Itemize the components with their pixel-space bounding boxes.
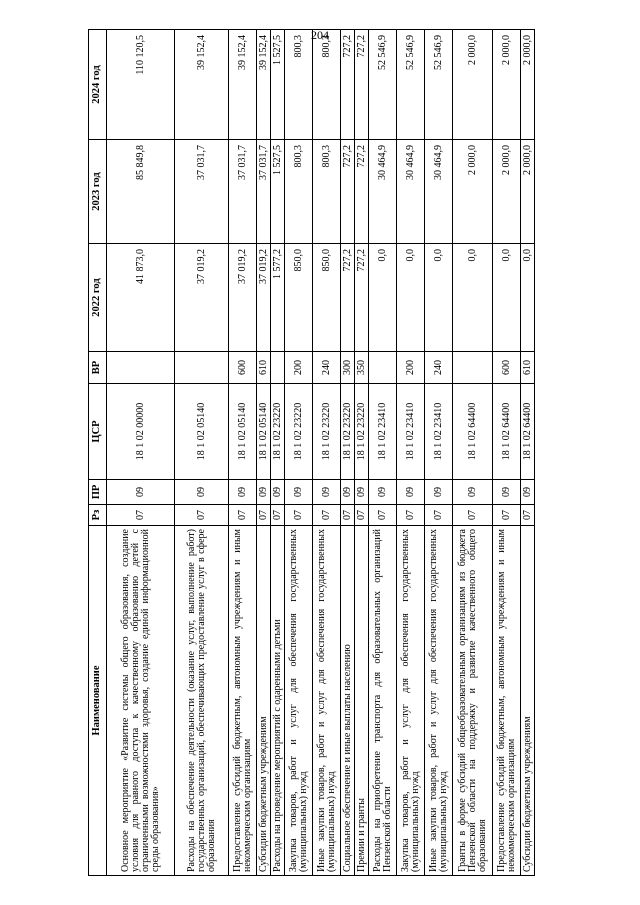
cell-pr: 09	[229, 480, 257, 505]
cell-vr: 200	[397, 352, 425, 384]
rotated-table-container	[88, 30, 534, 876]
cell-name: Основное мероприятие «Развитие системы общего образования, создание условия для равного доступа к качественному образованию детей с ограниченными возможностями здоровья, создание единой информационной среды образования»	[107, 526, 175, 876]
cell-y2023: 30 464,9	[397, 140, 425, 244]
cell-y2024: 39 152,4	[229, 30, 257, 140]
table-row	[175, 30, 229, 876]
cell-csr: 18 1 02 23220	[271, 384, 285, 480]
cell-name: Иные закупки товаров, работ и услуг для обеспечения государственных (муниципальных) нужд	[425, 526, 453, 876]
cell-rz: 07	[453, 505, 493, 526]
cell-y2022: 0,0	[425, 244, 453, 352]
cell-pr: 09	[355, 480, 369, 505]
cell-y2023: 727,2	[341, 140, 355, 244]
cell-y2022: 0,0	[521, 244, 535, 352]
cell-y2022: 727,2	[341, 244, 355, 352]
cell-pr: 09	[453, 480, 493, 505]
cell-vr: 610	[257, 352, 271, 384]
cell-y2024: 1 527,5	[271, 30, 285, 140]
table-row	[313, 30, 341, 876]
cell-y2024: 52 546,9	[425, 30, 453, 140]
cell-vr: 240	[425, 352, 453, 384]
cell-y2022: 0,0	[397, 244, 425, 352]
cell-pr: 09	[257, 480, 271, 505]
cell-y2024: 52 546,9	[397, 30, 425, 140]
cell-pr: 09	[107, 480, 175, 505]
cell-vr: 200	[285, 352, 313, 384]
cell-vr	[175, 352, 229, 384]
cell-y2024: 727,2	[355, 30, 369, 140]
cell-rz: 07	[341, 505, 355, 526]
cell-csr: 18 1 02 23410	[425, 384, 453, 480]
cell-csr: 18 1 02 23220	[355, 384, 369, 480]
cell-vr: 300	[341, 352, 355, 384]
cell-vr: 240	[313, 352, 341, 384]
cell-name: Закупка товаров, работ и услуг для обеспечения государственных (муниципальных) нужд	[397, 526, 425, 876]
cell-rz: 07	[107, 505, 175, 526]
cell-name: Расходы на проведение мероприятий с одаренными детьми	[271, 526, 285, 876]
cell-rz: 07	[229, 505, 257, 526]
cell-y2023: 37 031,7	[175, 140, 229, 244]
cell-vr	[271, 352, 285, 384]
cell-csr: 18 1 02 23220	[313, 384, 341, 480]
cell-csr: 18 1 02 64400	[521, 384, 535, 480]
table-header-row	[89, 30, 107, 876]
table-body	[107, 30, 535, 876]
cell-y2024: 727,2	[341, 30, 355, 140]
cell-y2023: 800,3	[313, 140, 341, 244]
cell-y2023: 1 527,5	[271, 140, 285, 244]
cell-y2023: 37 031,7	[257, 140, 271, 244]
cell-y2023: 800,3	[285, 140, 313, 244]
cell-y2022: 41 873,0	[107, 244, 175, 352]
col-header-2022: 2022 год	[89, 244, 107, 352]
cell-name: Премии и гранты	[355, 526, 369, 876]
cell-name: Предоставление субсидий бюджетным, автономным учреждениям и иным некоммерческим организациям	[493, 526, 521, 876]
cell-y2024: 2 000,0	[453, 30, 493, 140]
col-header-pr: ПР	[89, 480, 107, 505]
cell-csr: 18 1 02 23220	[285, 384, 313, 480]
cell-name: Расходы на обеспечение деятельности (оказание услуг, выполнение работ) государственных организаций, обеспечивающих предоставление услуг в сфере образования	[175, 526, 229, 876]
cell-csr: 18 1 02 05140	[175, 384, 229, 480]
col-header-2024: 2024 год	[89, 30, 107, 140]
cell-pr: 09	[425, 480, 453, 505]
cell-y2023: 85 849,8	[107, 140, 175, 244]
cell-rz: 07	[493, 505, 521, 526]
cell-y2023: 727,2	[355, 140, 369, 244]
table-row	[369, 30, 397, 876]
table-row	[271, 30, 285, 876]
cell-pr: 09	[285, 480, 313, 505]
cell-y2022: 0,0	[453, 244, 493, 352]
table-row	[257, 30, 271, 876]
table-row	[493, 30, 521, 876]
table-row	[341, 30, 355, 876]
table-row	[397, 30, 425, 876]
cell-csr: 18 1 02 64400	[493, 384, 521, 480]
cell-vr: 600	[229, 352, 257, 384]
col-header-name: Наименование	[89, 526, 107, 876]
cell-y2024: 800,3	[313, 30, 341, 140]
cell-name: Иные закупки товаров, работ и услуг для обеспечения государственных (муниципальных) нужд	[313, 526, 341, 876]
cell-name: Закупка товаров, работ и услуг для обеспечения государственных (муниципальных) нужд	[285, 526, 313, 876]
cell-pr: 09	[369, 480, 397, 505]
cell-rz: 07	[355, 505, 369, 526]
cell-rz: 07	[271, 505, 285, 526]
cell-name: Субсидии бюджетным учреждениям	[257, 526, 271, 876]
cell-csr: 18 1 02 05140	[229, 384, 257, 480]
cell-rz: 07	[257, 505, 271, 526]
cell-y2023: 2 000,0	[493, 140, 521, 244]
cell-vr: 350	[355, 352, 369, 384]
cell-pr: 09	[397, 480, 425, 505]
cell-csr: 18 1 02 00000	[107, 384, 175, 480]
cell-pr: 09	[341, 480, 355, 505]
table-row	[355, 30, 369, 876]
cell-y2024: 52 546,9	[369, 30, 397, 140]
cell-y2022: 37 019,2	[229, 244, 257, 352]
cell-y2022: 0,0	[369, 244, 397, 352]
cell-rz: 07	[425, 505, 453, 526]
table-row	[107, 30, 175, 876]
cell-name: Расходы на приобретение транспорта для образовательных организаций Пензенской области	[369, 526, 397, 876]
cell-y2022: 850,0	[313, 244, 341, 352]
col-header-2023: 2023 год	[89, 140, 107, 244]
cell-vr	[107, 352, 175, 384]
cell-csr: 18 1 02 23410	[369, 384, 397, 480]
cell-y2022: 727,2	[355, 244, 369, 352]
cell-y2024: 39 152,4	[175, 30, 229, 140]
cell-y2024: 2 000,0	[493, 30, 521, 140]
cell-y2023: 37 031,7	[229, 140, 257, 244]
col-header-vr: ВР	[89, 352, 107, 384]
cell-y2024: 800,3	[285, 30, 313, 140]
cell-vr: 600	[493, 352, 521, 384]
cell-pr: 09	[175, 480, 229, 505]
cell-vr	[453, 352, 493, 384]
cell-pr: 09	[521, 480, 535, 505]
table-row	[229, 30, 257, 876]
cell-rz: 07	[285, 505, 313, 526]
cell-y2023: 2 000,0	[521, 140, 535, 244]
col-header-csr: ЦСР	[89, 384, 107, 480]
cell-y2023: 30 464,9	[425, 140, 453, 244]
cell-rz: 07	[369, 505, 397, 526]
budget-table	[88, 29, 535, 876]
cell-rz: 07	[521, 505, 535, 526]
cell-vr: 610	[521, 352, 535, 384]
cell-csr: 18 1 02 05140	[257, 384, 271, 480]
cell-y2022: 1 577,2	[271, 244, 285, 352]
cell-pr: 09	[271, 480, 285, 505]
cell-name: Гранты в форме субсидий общеобразовательным организациям из бюджета Пензенской области на поддержку и развитие качественного общего образования	[453, 526, 493, 876]
col-header-rz: Рз	[89, 505, 107, 526]
cell-csr: 18 1 02 23410	[397, 384, 425, 480]
table-row	[425, 30, 453, 876]
table-row	[521, 30, 535, 876]
cell-y2024: 110 120,5	[107, 30, 175, 140]
cell-rz: 07	[313, 505, 341, 526]
cell-y2023: 2 000,0	[453, 140, 493, 244]
cell-name: Предоставление субсидий бюджетным, автономным учреждениям и иным некоммерческим организациям	[229, 526, 257, 876]
cell-pr: 09	[493, 480, 521, 505]
cell-csr: 18 1 02 64400	[453, 384, 493, 480]
cell-name: Субсидии бюджетным учреждениям	[521, 526, 535, 876]
cell-y2024: 39 152,4	[257, 30, 271, 140]
page-number: 204	[311, 28, 329, 42]
cell-y2022: 0,0	[493, 244, 521, 352]
table-row	[285, 30, 313, 876]
cell-y2022: 37 019,2	[257, 244, 271, 352]
cell-y2023: 30 464,9	[369, 140, 397, 244]
table-row	[453, 30, 493, 876]
cell-pr: 09	[313, 480, 341, 505]
cell-y2022: 850,0	[285, 244, 313, 352]
cell-y2022: 37 019,2	[175, 244, 229, 352]
cell-csr: 18 1 02 23220	[341, 384, 355, 480]
cell-rz: 07	[397, 505, 425, 526]
cell-y2024: 2 000,0	[521, 30, 535, 140]
cell-rz: 07	[175, 505, 229, 526]
cell-vr	[369, 352, 397, 384]
cell-name: Социальное обеспечение и иные выплаты населению	[341, 526, 355, 876]
